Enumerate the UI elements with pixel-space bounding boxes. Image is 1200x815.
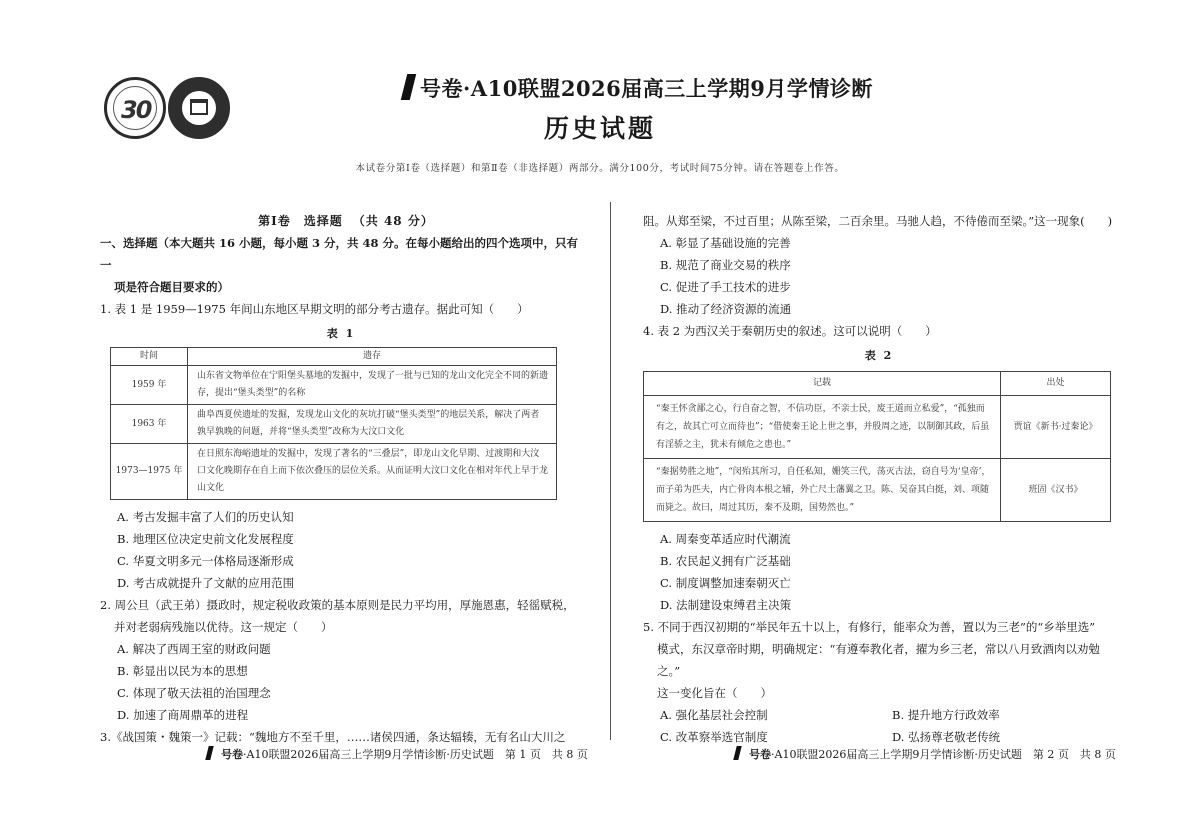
brand-name: 号卷 (420, 76, 463, 101)
table-cell-source: 班固《汉书》 (1001, 459, 1111, 522)
section-instruction: 一、选择题（本大题共 16 小题，每小题 3 分，共 48 分。在每小题给出的四个选项中，只有一 (100, 236, 579, 272)
table-header-cell: 遗存 (188, 348, 557, 366)
table-2 (643, 371, 1111, 522)
question-3-stem-cont: 阻。从郑至梁，不过百里；从陈至梁，二百余里。马驰人趋，不待倦而至梁。”这一现象( ) (643, 214, 1113, 228)
section-title-text: 第Ⅰ卷 选择题 (258, 214, 343, 228)
table-row (644, 459, 1111, 522)
column-divider (610, 202, 611, 740)
question-3-stem: 3.《战国策・魏策一》记载：“魏地方不至千里，……诸侯四通，条达辐辏，无有名山大川之 (100, 730, 566, 744)
question-1-option-b: B. 地理区位决定史前文化发展程度 (117, 532, 294, 546)
exam-name: ·A10联盟2026届高三上学期9月学情诊断 (463, 76, 873, 101)
question-5-option-a: A. 强化基层社会控制 (660, 708, 768, 722)
question-5-stem: 5. 不同于西汉初期的“举民年五十以上，有修行，能率众为善，置以为三老”的“乡举里选” (643, 620, 1096, 634)
page-footer-left (207, 744, 588, 762)
question-2-stem: 2. 周公旦（武王弟）摄政时，规定税收政策的基本原则是民力平均用，厚施恩惠，轻徭赋税， (100, 598, 575, 612)
footer-text: ·A10联盟2026届高三上学期9月学情诊断·历史试题 第 2 页 共 8 页 (771, 748, 1116, 761)
table-row (644, 396, 1111, 459)
page-footer-right (735, 744, 1116, 762)
table-cell-year: 1963 年 (111, 405, 188, 444)
question-4-option-a: A. 周秦变革适应时代潮流 (660, 532, 791, 546)
question-4-option-c: C. 制度调整加速秦朝灭亡 (660, 576, 791, 590)
question-5-options-row (643, 704, 1115, 726)
subject-title: 历史试题 (543, 114, 656, 143)
question-2-option-c: C. 体现了敬天法祖的治国理念 (117, 686, 271, 700)
question-1-stem: 1. 表 1 是 1959—1975 年间山东地区早期文明的部分考古遗存。据此可知（ ） (100, 302, 529, 316)
table-cell-text: 山东省文物单位在宁阳堡头墓地的发掘中，发现了一批与已知的龙山文化完全不同的新遗存，提出“堡头类型”的名称 (188, 366, 557, 405)
question-5-stem-cont: 模式，东汉章帝时期，明确规定：“有遵奉教化者，擢为乡三老，常以八月致酒肉以劝勉之。” (657, 642, 1100, 678)
table-cell-year: 1973—1975 年 (111, 444, 188, 500)
table-cell-source: 贾谊《新书·过秦论》 (1001, 396, 1111, 459)
table-header-cell: 记载 (644, 372, 1001, 396)
table-row (111, 444, 557, 500)
question-4-option-b: B. 农民起义拥有广泛基础 (660, 554, 791, 568)
table-cell-text: 在日照东海峪遗址的发掘中，发现了著名的“三叠层”，即龙山文化早期、过渡期和大汶口文化晚期存在自上而下依次叠压的层位关系。从而证明大汶口文化在相对年代上早于龙山文化 (188, 444, 557, 500)
section-heading (100, 210, 582, 232)
question-3-option-a: A. 彰显了基础设施的完善 (660, 236, 791, 250)
question-5-stem-end: 这一变化旨在（ ） (657, 686, 772, 700)
question-5-option-d: D. 弘扬尊老敬老传统 (892, 730, 1001, 744)
exam-instructions: 本试卷分第Ⅰ卷（选择题）和第Ⅱ卷（非选择题）两部分。满分100分，考试时间75分钟。请在答题卷上作答。 (355, 163, 845, 174)
question-2-option-a: A. 解决了西周王室的财政问题 (117, 642, 271, 656)
footer-brand: 号卷 (749, 748, 771, 761)
question-1-option-c: C. 华夏文明多元一体格局逐渐形成 (117, 554, 294, 568)
brand-logo-bar-icon (205, 746, 213, 760)
table-row (111, 366, 557, 405)
brand-logo-bar-icon (401, 74, 416, 100)
brand-logo-bar-icon (733, 746, 741, 760)
question-3-option-d: D. 推动了经济资源的流通 (660, 302, 792, 316)
question-1-option-d: D. 考古成就提升了文献的应用范围 (117, 576, 295, 590)
question-1-option-a: A. 考古发掘丰富了人们的历史认知 (117, 510, 294, 524)
question-2-option-d: D. 加速了商周鼎革的进程 (117, 708, 249, 722)
seal-mark: 30 (121, 96, 151, 124)
table-header-row (111, 348, 557, 366)
question-4-stem: 4. 表 2 为西汉关于秦朝历史的叙述。这可以说明（ ） (643, 324, 937, 338)
question-2-option-b: B. 彰显出以民为本的思想 (117, 664, 248, 678)
table-cell-record: “秦王怀贪鄙之心，行自奋之智，不信功臣，不亲士民，废王道而立私爱”，“孤独而有之，故其亡可立而待也”；“借使秦王论上世之事，并殷周之迹，以制御其政，后虽有淫骄之主，犹未有倾危之患也。” (644, 396, 1001, 459)
table-row (111, 405, 557, 444)
section-instruction-cont: 项是符合题目要求的） (114, 280, 229, 294)
table-cell-record: “秦据势胜之地”，“闵殆其所习，自任私知，姗笑三代，荡灭古法，窃自号为‘皇帝’，而子弟为匹夫，内亡骨肉本根之辅，外亡尺土藩翼之卫。陈、吴奋其白挺，刘、项随而毙之。故曰，周过其历，秦不及期，国势然也。” (644, 459, 1001, 522)
question-5-option-b: B. 提升地方行政效率 (892, 708, 1000, 722)
footer-brand: 号卷 (221, 748, 243, 761)
question-5-option-c: C. 改革察举选官制度 (660, 730, 768, 744)
table-2-caption: 表 2 (864, 349, 894, 362)
footer-text: ·A10联盟2026届高三上学期9月学情诊断·历史试题 第 1 页 共 8 页 (243, 748, 588, 761)
question-2-stem-cont: 并对老弱病残施以优待。这一规定（ ） (114, 620, 333, 634)
table-header-row (644, 372, 1111, 396)
page-1-column (100, 210, 582, 748)
page-2-column (643, 210, 1115, 748)
table-1 (110, 347, 557, 500)
section-score: （共 48 分） (352, 214, 434, 228)
table-header-cell: 时间 (111, 348, 188, 366)
question-3-option-c: C. 促进了手工技术的进步 (660, 280, 791, 294)
table-cell-text: 曲阜西夏侯遗址的发掘，发现龙山文化的灰坑打破“堡头类型”的地层关系，解决了两者孰早孰晚的问题，并将“堡头类型”改称为大汶口文化 (188, 405, 557, 444)
question-3-option-b: B. 规范了商业交易的秩序 (660, 258, 791, 272)
table-header-cell: 出处 (1001, 372, 1111, 396)
exam-title-text (420, 73, 873, 103)
table-1-caption: 表 1 (326, 327, 356, 340)
question-4-option-d: D. 法制建设束缚君主决策 (660, 598, 792, 612)
table-cell-year: 1959 年 (111, 366, 188, 405)
